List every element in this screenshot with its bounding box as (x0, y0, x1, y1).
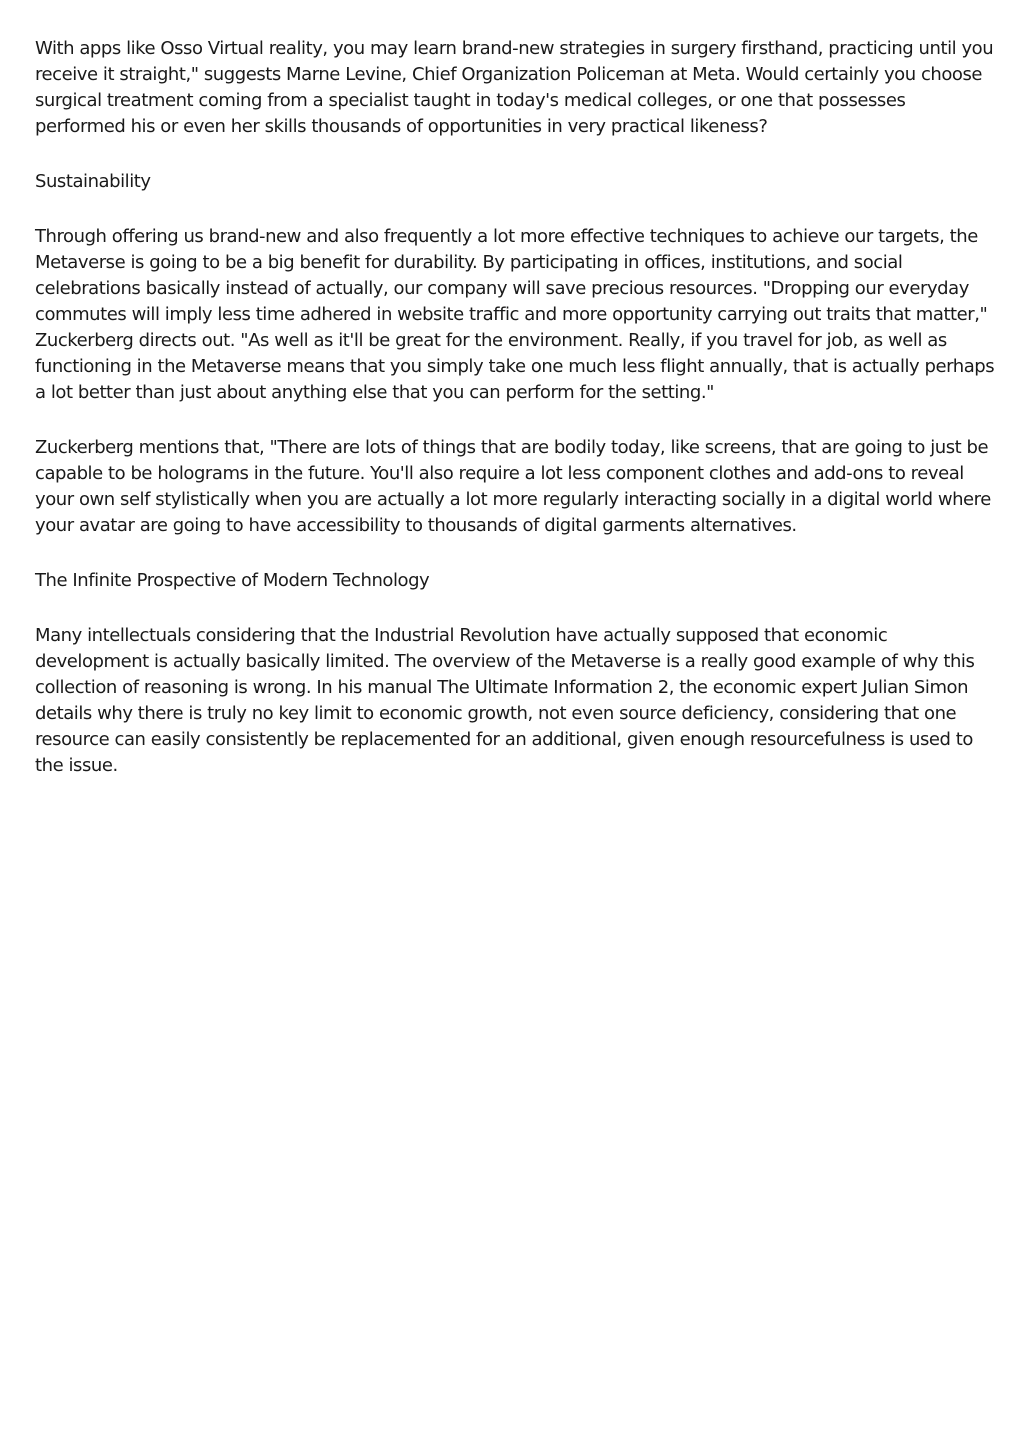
paragraph-surgery-vr: With apps like Osso Virtual reality, you may learn brand-new strategies in surgery firsthand, practicing until you receive it straight," suggests Marne Levine, Chief Organization Policeman at Meta. Would certainly you choose surgical treatment coming from a specialist taught in today's medical colleges, or one that possesses performed his or even her skills thousands of opportunities in very practical likeness? (35, 38, 994, 137)
document-body (35, 36, 995, 808)
section-heading-infinite-prospective: The Infinite Prospective of Modern Technology (35, 570, 430, 591)
paragraph-economic-growth: Many intellectuals considering that the Industrial Revolution have actually supposed that economic development is actually basically limited. The overview of the Metaverse is a really good example of why this collection of reasoning is wrong. In his manual The Ultimate Information 2, the economic expert Julian Simon details why there is truly no key limit to economic growth, not even source deficiency, considering that one resource can easily consistently be replacemented for an additional, given enough resourcefulness is used to the issue. (35, 625, 975, 776)
section-heading-sustainability: Sustainability (35, 171, 151, 192)
paragraph-holograms: Zuckerberg mentions that, "There are lots of things that are bodily today, like screens, that are going to just be capable to be holograms in the future. You'll also require a lot less component clothes and add-ons to reveal your own self stylistically when you are actually a lot more regularly interacting socially in a digital world where your avatar are going to have accessibility to thousands of digital garments alternatives. (35, 437, 991, 536)
paragraph-sustainability: Through offering us brand-new and also frequently a lot more effective techniques to achieve our targets, the Metaverse is going to be a big benefit for durability. By participating in offices, institutions, and social celebrations basically instead of actually, our company will save precious resources. "Dropping our everyday commutes will imply less time adhered in website traffic and more opportunity carrying out traits that matter," Zuckerberg directs out. "As well as it'll be great for the environment. Really, if you travel for job, as well as functioning in the Metaverse means that you simply take one much less flight annually, that is actually perhaps a lot better than just about anything else that you can perform for the setting." (35, 226, 995, 403)
